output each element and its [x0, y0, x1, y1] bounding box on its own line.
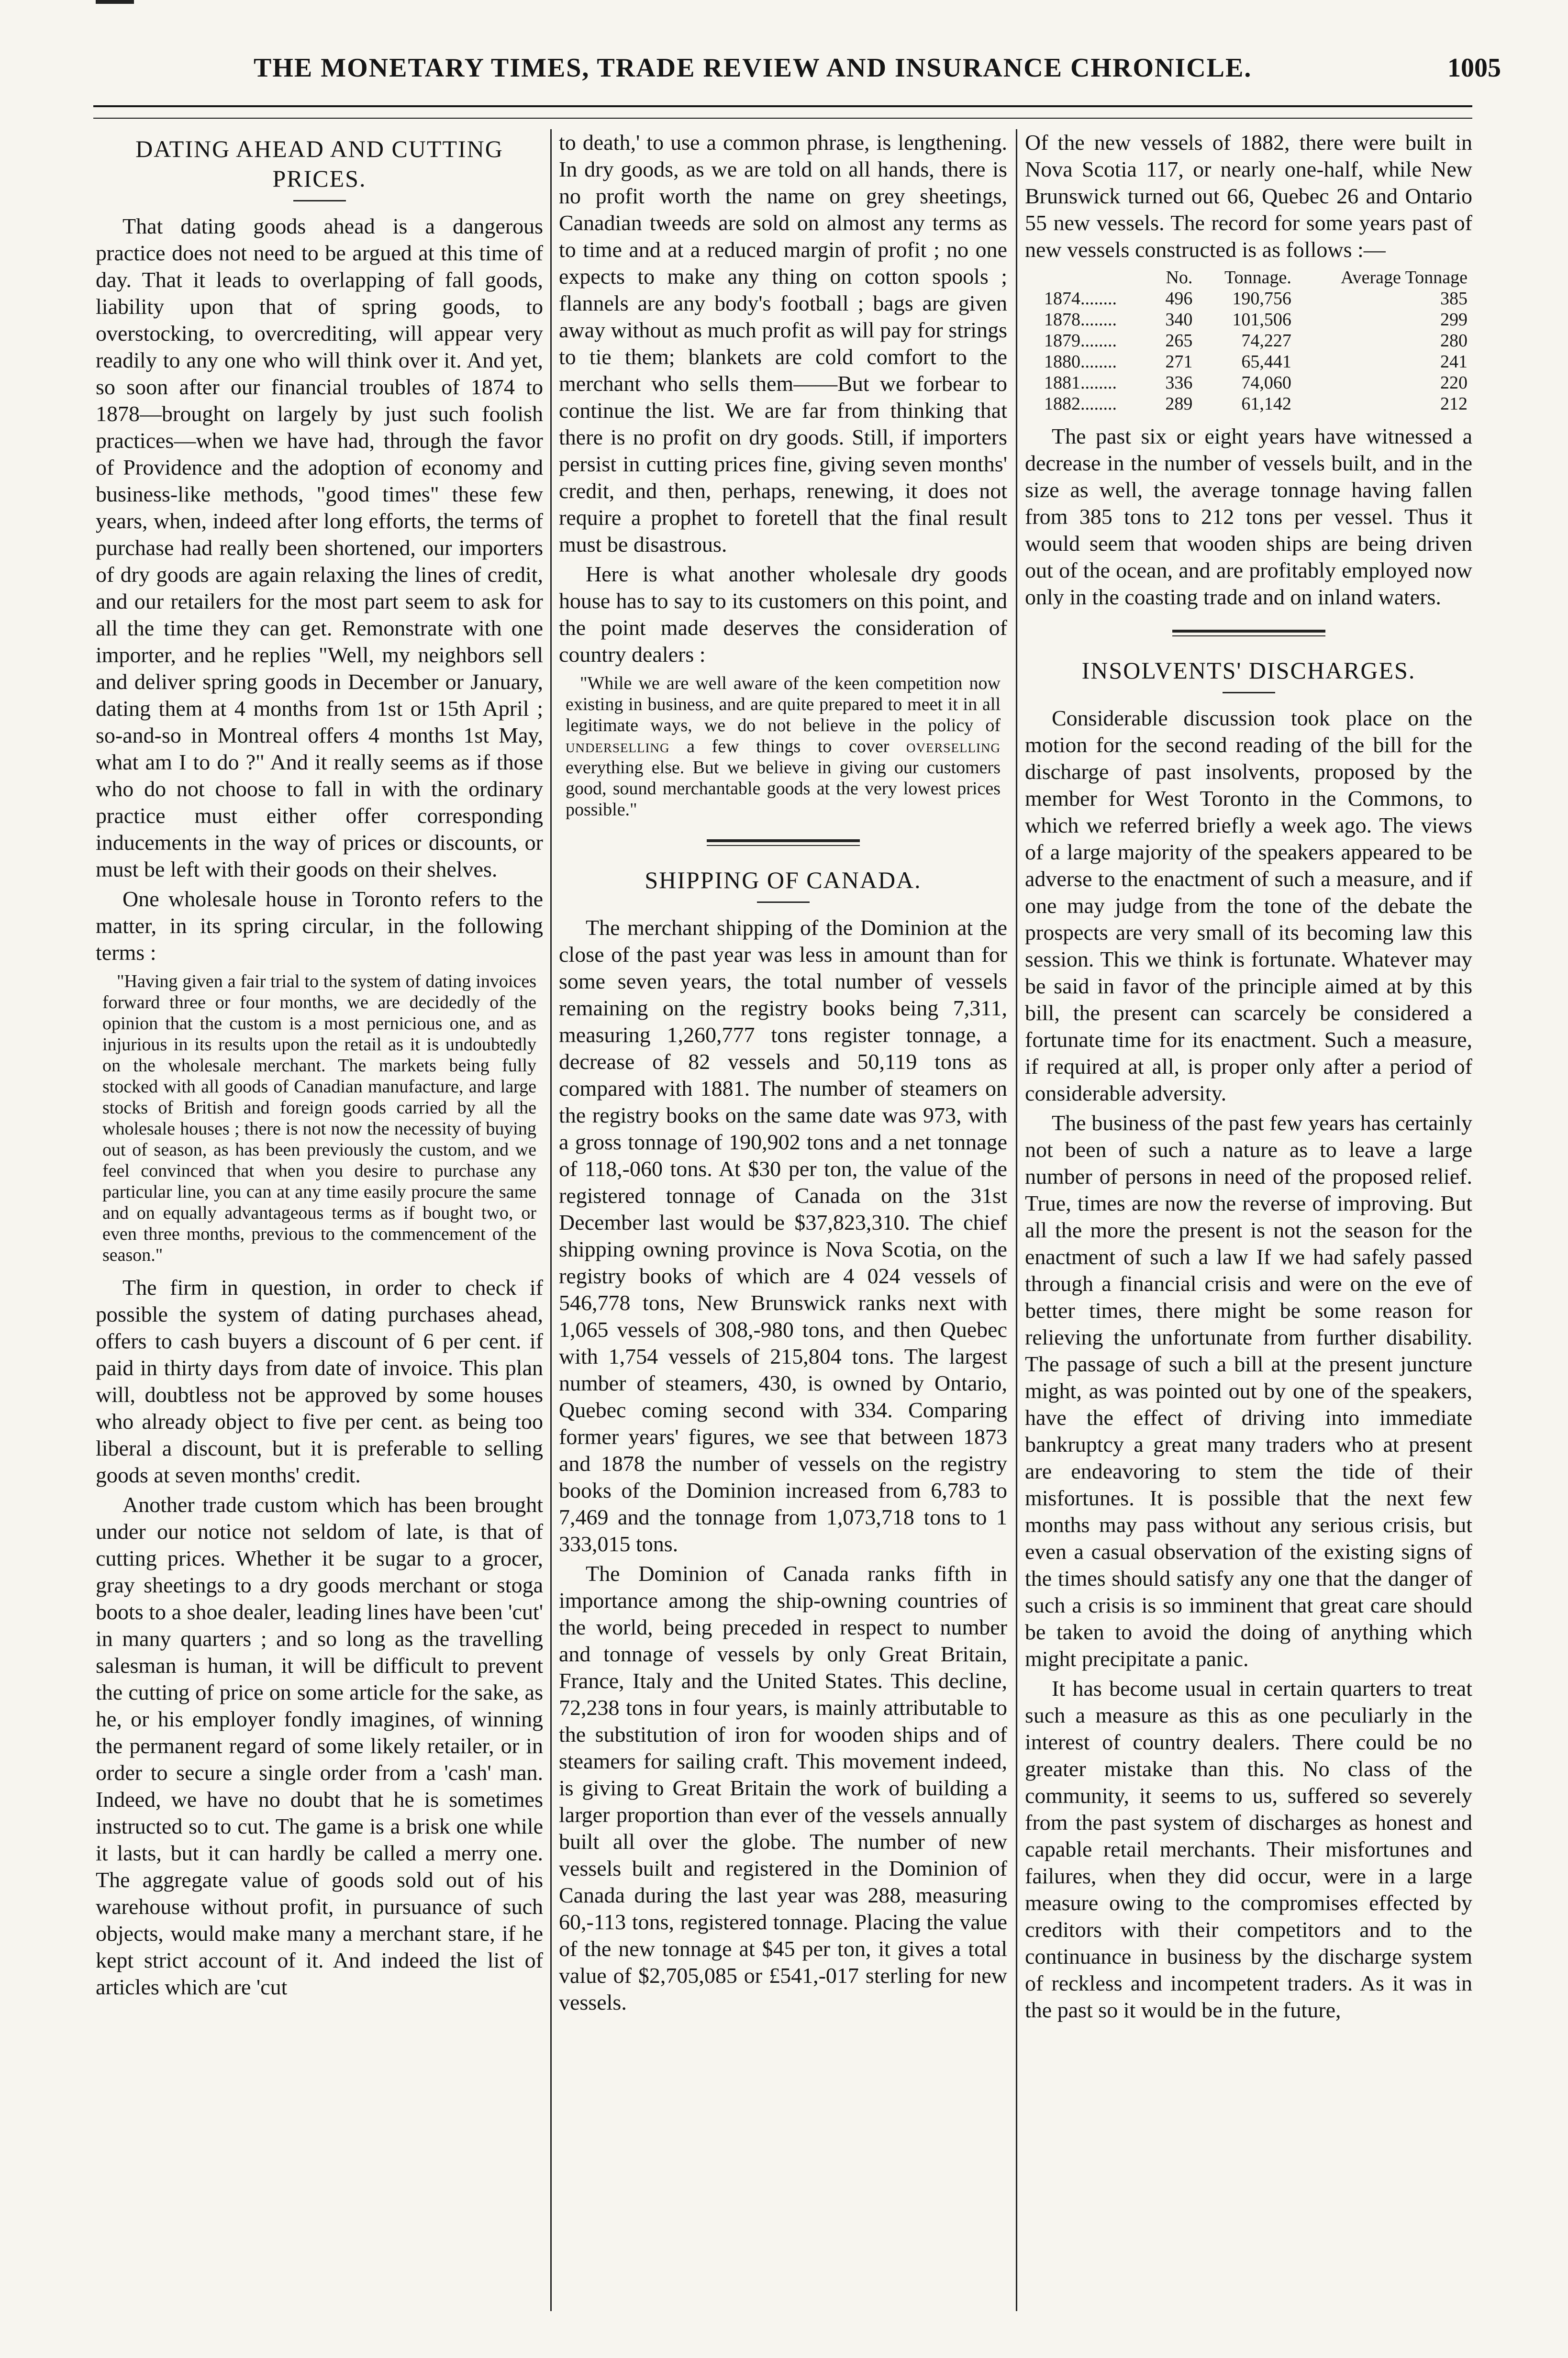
paragraph: The firm in question, in order to check if possible the system of dating purchases ahead, offers to cash buyers a discount of 6 per cent. if paid in thirty days from date of invoice. This plan will, doubtless not be approved by some houses who already object to five per cent. as being too liberal a discount, but it is preferable to selling goods at seven months' credit.: [96, 1275, 543, 1487]
paragraph: Another trade custom which has been brought under our notice not seldom of late, is that of cutting prices. Whether it be sugar to a grocer, gray sheetings to a dry goods merchant or stoga boots to a shoe dealer, leading lines have been 'cut' in many quarters ; and so long as the travelling salesman is human, it will be difficult to prevent the cutting of price on some article for the sake, as he, or his employer fondly imagines, of winning the permanent regard of some likely retailer, or in order to secure a single order from a 'cash' man. Indeed, we have no doubt that he is sometimes instructed so to cut. The game is a brisk one while it lasts, but it can hardly be called a merry one. The aggregate value of goods sold out of his warehouse without profit, in pursuance of such objects, would make many a merchant stare, if he kept strict account of it. And indeed the list of articles which are 'cut: [96, 1492, 543, 1999]
table-cell: 340: [1165, 310, 1193, 330]
title-rule: [757, 901, 810, 903]
table-cell: 280: [1440, 331, 1468, 351]
section-separator: [707, 839, 860, 846]
table-cell: 1878........: [1044, 310, 1117, 330]
quote-emphasis: underselling: [566, 736, 670, 756]
table-cell: 190,756: [1232, 289, 1291, 309]
table-cell: 265: [1165, 331, 1193, 351]
page-edge-mark: [96, 0, 134, 4]
table-row: [1025, 393, 1472, 414]
paragraph: Here is what another wholesale dry goods house has to say to its customers on this point, and the point made deserves the consideration of country dealers :: [559, 562, 1007, 667]
quote-text: a few things to cover: [687, 736, 890, 756]
table-header: [1025, 267, 1150, 288]
table-row: [1025, 309, 1472, 330]
header-double-rule: [93, 105, 1472, 119]
article-title-insolvents: INSOLVENTS' DISCHARGES.: [1081, 657, 1416, 684]
table-cell: 1882........: [1044, 394, 1117, 414]
table-header: No.: [1166, 267, 1193, 288]
table-cell: 61,142: [1241, 394, 1291, 414]
table-cell: 74,227: [1241, 331, 1291, 351]
table-row: [1025, 288, 1472, 309]
paragraph-continued: to death,' to use a common phrase, is lengthening. In dry goods, as we are told on all hands, there is no profit worth the name on grey sheetings, Canadian tweeds are sold on almost any terms as to time and at a reduced margin of profit ; no one expects to make any thing on cotton spools ; flannels are any body's football ; bags are given away without as much profit as will pay for strings to tie them; blankets are cold comfort to the merchant who sells them——But we forbear to continue the list. We are far from thinking that there is no profit on dry goods. Still, if importers persist in cutting prices fine, giving seven months' credit, and then, perhaps, renewing, it does not require a prophet to foretell that the final result must be disastrous.: [559, 130, 1007, 556]
page-header: [0, 53, 1568, 110]
table-cell: 271: [1165, 352, 1193, 372]
title-rule: [1223, 692, 1275, 693]
quote-text: "While we are well aware of the keen competition now existing in business, and are quite prepared to meet it in all legitimate ways, we do not believe in the policy of: [566, 673, 1001, 735]
table-header: Tonnage.: [1224, 267, 1291, 288]
quoted-circular: "Having given a fair trial to the system of dating invoices forward three or four months, we are decidedly of the opinion that the custom is a most pernicious one, and as injurious in its results upon the retail as it is undoubtedly on the wholesale merchant. The markets being fully stocked with all goods of Canadian manufacture, and large stocks of British and foreign goods carried by all the wholesale houses ; there is not now the necessity of buying out of season, as has been previously the custom, and we feel convinced that when you desire to purchase any particular line, you can at any time easily procure the same and on equally advantageous terms as if bought two, or even three months, previous to the commencement of the season.": [102, 971, 536, 1265]
page-number: 1005: [1447, 53, 1501, 83]
column-2: [559, 129, 1007, 2311]
table-row: [1025, 351, 1472, 372]
quote-emphasis: overselling: [906, 736, 1001, 756]
paragraph: It has become usual in certain quarters to treat such a measure as this as one peculiarly in the interest of country dealers. There could be no greater mistake than this. No class of the community, it seems to us, suffered so severely from the past system of discharges as honest and capable retail merchants. Their misfortunes and failures, when they did occur, were in a large measure owing to the compromises effected by creditors with their competitors and to the continuance in business by the discharge system of reckless and incompetent traders. As it was in the past so it would be in the future,: [1025, 1676, 1472, 2022]
paragraph-continued: Of the new vessels of 1882, there were built in Nova Scotia 117, or nearly one-half, while New Brunswick turned out 66, Quebec 26 and Ontario 55 new vessels. The record for some years past of new vessels constructed is as follows :—: [1025, 130, 1472, 262]
quoted-wholesale-house: [559, 673, 1007, 820]
table-cell: 101,506: [1232, 310, 1291, 330]
column-1: [96, 129, 543, 2311]
table-cell: 496: [1165, 289, 1193, 309]
table-cell: 1880........: [1044, 352, 1117, 372]
paragraph: The business of the past few years has certainly not been of such a nature as to leave a large number of persons in need of the proposed relief. True, times are now the reverse of improving. But all the more the present is not the season for the enactment of such a law If we had safely passed through a financial crisis and were on the eve of better times, there might be some reason for relieving the unfortunate from further disability. The passage of such a bill at the present juncture might, as was pointed out by one of the speakers, have the effect of driving into immediate bankruptcy a great many traders who at present are endeavoring to stem the tide of their misfortunes. It is possible that the next few months may pass without any serious crisis, but even a casual observation of the existing signs of the times should satisfy any one that the danger of such a crisis is so imminent that great care should be taken to avoid the doing of anything which might precipitate a panic.: [1025, 1111, 1472, 1671]
table-cell: 1879........: [1044, 331, 1117, 351]
table-cell: 299: [1440, 310, 1468, 330]
table-cell: 1874........: [1044, 289, 1117, 309]
paragraph: One wholesale house in Toronto refers to the matter, in its spring circular, in the following terms :: [96, 887, 543, 965]
paragraph: That dating goods ahead is a dangerous practice does not need to be argued at this time of day. That it leads to overlapping of fall goods, liability upon that of spring goods, to overstocking, to overcrediting, will appear very readily to any one who will think over it. And yet, so soon after our financial troubles of 1874 to 1878—brought on largely by just such foolish practices—when we have had, through the favor of Providence and the adoption of economy and business-like methods, "good times" these few years, when, indeed after long efforts, the terms of purchase had really been shortened, our importers of dry goods are again relaxing the lines of credit, and our retailers for the most part seem to ask for all the time they can get. Remonstrate with one importer, and he replies "Well, my neighbors sell and deliver spring goods in December or January, dating them at 4 months from 1st or 15th April ; so-and-so in Montreal offers 4 months 1st May, what am I to do ?" And it really seems as if those who do not choose to fall in with the ordinary practice must either offer corresponding inducements in the way of prices or discounts, or must be left with their goods on their shelves.: [96, 214, 543, 881]
table-cell: 212: [1440, 394, 1468, 414]
table-cell: 1881........: [1044, 373, 1117, 393]
table-cell: 241: [1440, 352, 1468, 372]
table-cell: 385: [1440, 289, 1468, 309]
article-title-shipping: SHIPPING OF CANADA.: [645, 867, 922, 893]
paragraph: The past six or eight years have witnessed a decrease in the number of vessels built, and in the size as well, the average tonnage having fallen from 385 tons to 212 tons per vessel. Thus it would seem that wooden ships are being driven out of the ocean, and are profitably employed now only in the coasting trade and on inland waters.: [1025, 424, 1472, 609]
article-title-dating-ahead: DATING AHEAD AND CUTTING PRICES.: [135, 135, 503, 192]
table-cell: 65,441: [1241, 352, 1291, 372]
table-header-row: [1025, 267, 1472, 288]
table-row: [1025, 330, 1472, 351]
table-cell: 74,060: [1241, 373, 1291, 393]
section-separator: [1172, 630, 1325, 636]
column-divider: [1016, 129, 1017, 2311]
paragraph: The Dominion of Canada ranks fifth in importance among the ship-owning countries of the world, being preceded in respect to number and tonnage of vessels by only Great Britain, France, Italy and the United States. This decline, 72,238 tons in four years, is mainly attributable to the substitution of iron for wooden ships and of steamers for sailing craft. This movement indeed, is giving to Great Britain the work of building a larger proportion than ever of the vessels annually built all over the globe. The number of new vessels built and registered in the Dominion of Canada during the last year was 288, measuring 60,-113 tons, registered tonnage. Placing the value of the new tonnage at $45 per ton, it gives a total value of $2,705,085 or £541,-017 sterling for new vessels.: [559, 1561, 1007, 2014]
publication-title: THE MONETARY TIMES, TRADE REVIEW AND INSURANCE CHRONICLE.: [254, 53, 1252, 83]
column-divider: [550, 129, 552, 2311]
table-row: [1025, 372, 1472, 393]
paragraph: Considerable discussion took place on the motion for the second reading of the bill for the discharge of past insolvents, proposed by the member for West Toronto in the Commons, to which we referred briefly a week ago. The views of a large majority of the speakers appeared to be adverse to the enactment of such a measure, and if one may judge from the tone of the debate the prospects are very small of its becoming law this session. This we think is fortunate. Whatever may be said in favor of the principle aimed at by this bill, the present can scarcely be considered a fortunate time for its enactment. Such a measure, if required at all, is proper only after a period of considerable adversity.: [1025, 706, 1472, 1105]
column-3: [1025, 129, 1472, 2311]
title-rule: [293, 200, 346, 201]
table-header: Average Tonnage: [1341, 267, 1468, 288]
vessels-table: [1025, 267, 1472, 414]
table-cell: 336: [1165, 373, 1193, 393]
quote-text: everything else. But we believe in giving our customers good, sound merchantable goods at the very lowest prices possible.": [566, 757, 1001, 820]
table-cell: 289: [1165, 394, 1193, 414]
paragraph: The merchant shipping of the Dominion at the close of the past year was less in amount than for some seven years, the total number of vessels remaining on the registry books being 7,311, measuring 1,260,777 tons register tonnage, a decrease of 82 vessels and 50,119 tons as compared with 1881. The number of steamers on the registry books on the same date was 973, with a gross tonnage of 190,902 tons and a net tonnage of 118,-060 tons. At $30 per ton, the value of the registered tonnage of Canada on the 31st December last would be $37,823,310. The chief shipping owning province is Nova Scotia, on the registry books of which are 4 024 vessels of 546,778 tons, New Brunswick ranks next with 1,065 vessels of 308,-980 tons, and then Quebec with 1,754 vessels of 215,804 tons. The largest number of steamers, 430, is owned by Ontario, Quebec coming second with 334. Comparing former years' figures, we see that between 1873 and 1878 the number of vessels on the registry books of the Dominion increased from 6,783 to 7,469 and the tonnage from 1,073,718 tons to 1 333,015 tons.: [559, 915, 1007, 1556]
table-cell: 220: [1440, 373, 1468, 393]
